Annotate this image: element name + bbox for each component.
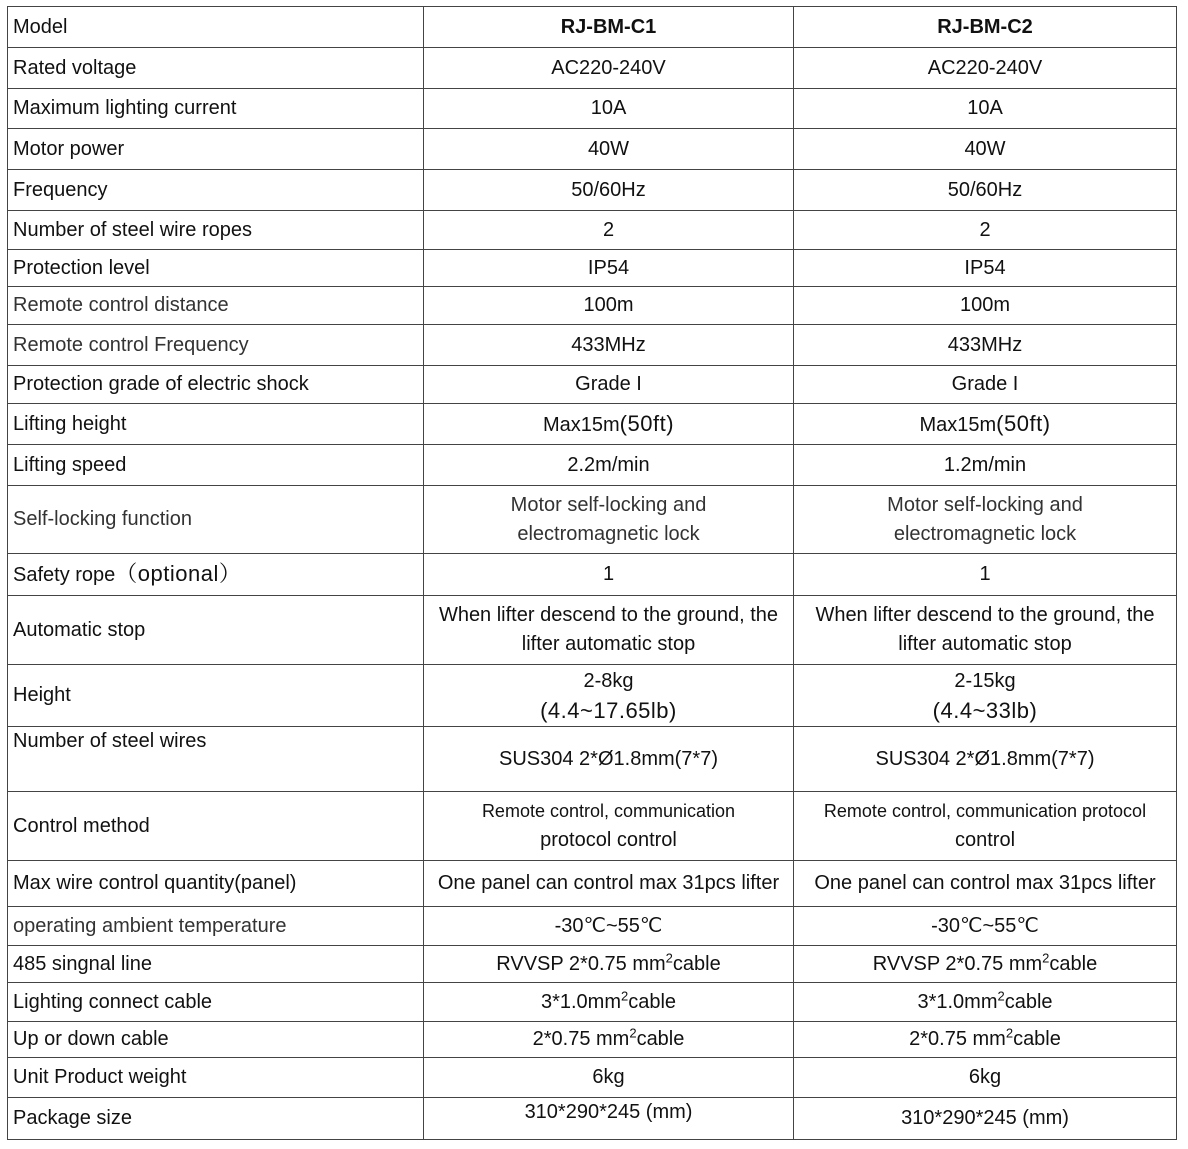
- row-value-c1: 100m: [424, 287, 794, 325]
- row-label: Protection grade of electric shock: [8, 366, 424, 404]
- table-row: [8, 170, 1177, 211]
- value-part: 3*1.0mm: [540, 990, 621, 1013]
- table-row: [8, 250, 1177, 287]
- value-line: lifter automatic stop: [521, 633, 696, 655]
- row-value-c2: 310*290*245 (mm): [794, 1098, 1177, 1140]
- row-label: Remote control Frequency: [8, 325, 424, 366]
- row-label: Lighting connect cable: [8, 983, 424, 1022]
- table-row: [8, 404, 1177, 445]
- row-label: Protection level: [8, 250, 424, 287]
- value-part: cable: [1049, 952, 1098, 975]
- row-value-c1: SUS304 2*Ø1.8mm(7*7): [424, 727, 794, 792]
- row-value-c2: [794, 486, 1177, 554]
- header-col1: RJ-BM-C1: [424, 7, 794, 48]
- table-row: [8, 1098, 1177, 1140]
- value-line: 2-8kg: [583, 669, 634, 692]
- value-line: lifter automatic stop: [898, 633, 1072, 655]
- row-value-c2: IP54: [794, 250, 1177, 287]
- value-line: protocol control: [540, 829, 677, 851]
- value-part: RVVSP 2*0.75 mm: [872, 952, 1043, 975]
- row-value-c1: 50/60Hz: [424, 170, 794, 211]
- row-value-c1: 1: [424, 554, 794, 596]
- row-value-c2: 433MHz: [794, 325, 1177, 366]
- row-value-c2: 6kg: [794, 1058, 1177, 1098]
- table-row: [8, 861, 1177, 907]
- row-value-c1: [424, 596, 794, 665]
- table-row: [8, 211, 1177, 250]
- table-row: [8, 727, 1177, 792]
- row-label: Frequency: [8, 170, 424, 211]
- row-value-c2: 10A: [794, 89, 1177, 129]
- table-row: [8, 7, 1177, 48]
- row-value-c1: 310*290*245 (mm): [424, 1098, 794, 1140]
- value-part: cable: [1004, 990, 1053, 1013]
- superscript: 2: [665, 949, 673, 965]
- row-value-c2: 1: [794, 554, 1177, 596]
- row-label: Height: [8, 665, 424, 727]
- row-value-c1: [424, 946, 794, 983]
- row-label: Lifting speed: [8, 445, 424, 486]
- table-row: [8, 366, 1177, 404]
- row-value-c2: 50/60Hz: [794, 170, 1177, 211]
- row-label: Number of steel wires: [8, 727, 424, 792]
- value-line: control: [954, 829, 1016, 851]
- header-label: Model: [8, 7, 424, 48]
- table-row: [8, 946, 1177, 983]
- row-value-c1: IP54: [424, 250, 794, 287]
- superscript: 2: [620, 987, 629, 1003]
- value-part: Max15m: [542, 413, 620, 436]
- value-part: Max15m: [919, 413, 997, 436]
- row-value-c2: [794, 596, 1177, 665]
- row-value-c2: 2: [794, 211, 1177, 250]
- value-part: 3*1.0mm: [917, 990, 998, 1013]
- table-row: [8, 89, 1177, 129]
- row-value-c1: 10A: [424, 89, 794, 129]
- value-line: electromagnetic lock: [517, 522, 700, 545]
- table-row: [8, 287, 1177, 325]
- value-part: cable: [628, 990, 677, 1013]
- row-value-c2: One panel can control max 31pcs lifter: [794, 861, 1177, 907]
- row-value-c1: 433MHz: [424, 325, 794, 366]
- row-label: Remote control distance: [8, 287, 424, 325]
- table-row: [8, 1022, 1177, 1058]
- row-label: Maximum lighting current: [8, 89, 424, 129]
- row-value-c1: [424, 404, 794, 445]
- row-value-c1: 2.2m/min: [424, 445, 794, 486]
- row-label: Automatic stop: [8, 596, 424, 665]
- header-col2: RJ-BM-C2: [794, 7, 1177, 48]
- value-line: Remote control, communication protocol: [823, 801, 1147, 821]
- row-value-c1: 2: [424, 211, 794, 250]
- value-line: (4.4~17.65lb): [540, 697, 677, 723]
- superscript: 2: [997, 987, 1005, 1003]
- value-unit: (50ft): [619, 410, 675, 436]
- value-line: When lifter descend to the ground, the: [438, 604, 779, 626]
- row-value-c2: 1.2m/min: [794, 445, 1177, 486]
- value-line: Motor self-locking and: [887, 493, 1083, 516]
- row-label: Self-locking function: [8, 486, 424, 554]
- row-value-c2: [794, 404, 1177, 445]
- row-value-c2: AC220-240V: [794, 48, 1177, 89]
- row-value-c2: [794, 792, 1177, 861]
- row-label: Number of steel wire ropes: [8, 211, 424, 250]
- table-row: [8, 325, 1177, 366]
- row-label: 485 singnal line: [8, 946, 424, 983]
- value-part: cable: [672, 952, 721, 975]
- table-row: [8, 665, 1177, 727]
- row-value-c1: Grade I: [424, 366, 794, 404]
- table-row: [8, 596, 1177, 665]
- row-value-c2: Grade I: [794, 366, 1177, 404]
- spec-table: [7, 6, 1177, 1140]
- row-value-c2: 40W: [794, 129, 1177, 170]
- table-row: [8, 48, 1177, 89]
- value-line: (4.4~33lb): [932, 697, 1038, 723]
- value-line: electromagnetic lock: [893, 522, 1077, 545]
- value-line: 2-15kg: [954, 669, 1016, 692]
- row-label: Up or down cable: [8, 1022, 424, 1058]
- row-value-c1: [424, 665, 794, 727]
- value-unit: (50ft): [996, 410, 1051, 436]
- superscript: 2: [1005, 1025, 1014, 1041]
- table-row: [8, 129, 1177, 170]
- table-row: [8, 445, 1177, 486]
- table-row: [8, 792, 1177, 861]
- row-value-c1: [424, 486, 794, 554]
- row-value-c2: -30℃~55℃: [794, 907, 1177, 946]
- row-label: Rated voltage: [8, 48, 424, 89]
- row-value-c2: [794, 665, 1177, 727]
- table-row: [8, 907, 1177, 946]
- row-value-c2: SUS304 2*Ø1.8mm(7*7): [794, 727, 1177, 792]
- value-part: cable: [636, 1028, 685, 1050]
- row-label: operating ambient temperature: [8, 907, 424, 946]
- row-label: Lifting height: [8, 404, 424, 445]
- row-value-c1: 40W: [424, 129, 794, 170]
- label-note: （optional）: [115, 561, 242, 586]
- row-label: Package size: [8, 1098, 424, 1140]
- row-label: [8, 554, 424, 596]
- row-value-c2: 100m: [794, 287, 1177, 325]
- value-part: RVVSP 2*0.75 mm: [496, 952, 666, 975]
- row-label: Motor power: [8, 129, 424, 170]
- value-line: When lifter descend to the ground, the: [815, 604, 1155, 626]
- value-part: 2*0.75 mm: [909, 1028, 1006, 1050]
- row-value-c1: AC220-240V: [424, 48, 794, 89]
- value-part: cable: [1013, 1028, 1061, 1050]
- row-label: Control method: [8, 792, 424, 861]
- label-part: Safety rope: [13, 564, 116, 586]
- row-value-c1: 6kg: [424, 1058, 794, 1098]
- value-line: Remote control, communication: [481, 801, 736, 821]
- row-label: Unit Product weight: [8, 1058, 424, 1098]
- table-row: [8, 554, 1177, 596]
- row-value-c1: -30℃~55℃: [424, 907, 794, 946]
- table-row: [8, 983, 1177, 1022]
- table-row: [8, 486, 1177, 554]
- superscript: 2: [629, 1025, 637, 1041]
- row-value-c2: [794, 1022, 1177, 1058]
- row-value-c1: [424, 1022, 794, 1058]
- row-value-c1: [424, 983, 794, 1022]
- row-value-c1: One panel can control max 31pcs lifter: [424, 861, 794, 907]
- table-row: [8, 1058, 1177, 1098]
- value-part: 2*0.75 mm: [532, 1028, 630, 1050]
- row-label: Max wire control quantity(panel): [8, 861, 424, 907]
- row-value-c1: [424, 792, 794, 861]
- value-line: Motor self-locking and: [510, 493, 707, 516]
- row-value-c2: [794, 946, 1177, 983]
- row-value-c2: [794, 983, 1177, 1022]
- superscript: 2: [1042, 949, 1050, 965]
